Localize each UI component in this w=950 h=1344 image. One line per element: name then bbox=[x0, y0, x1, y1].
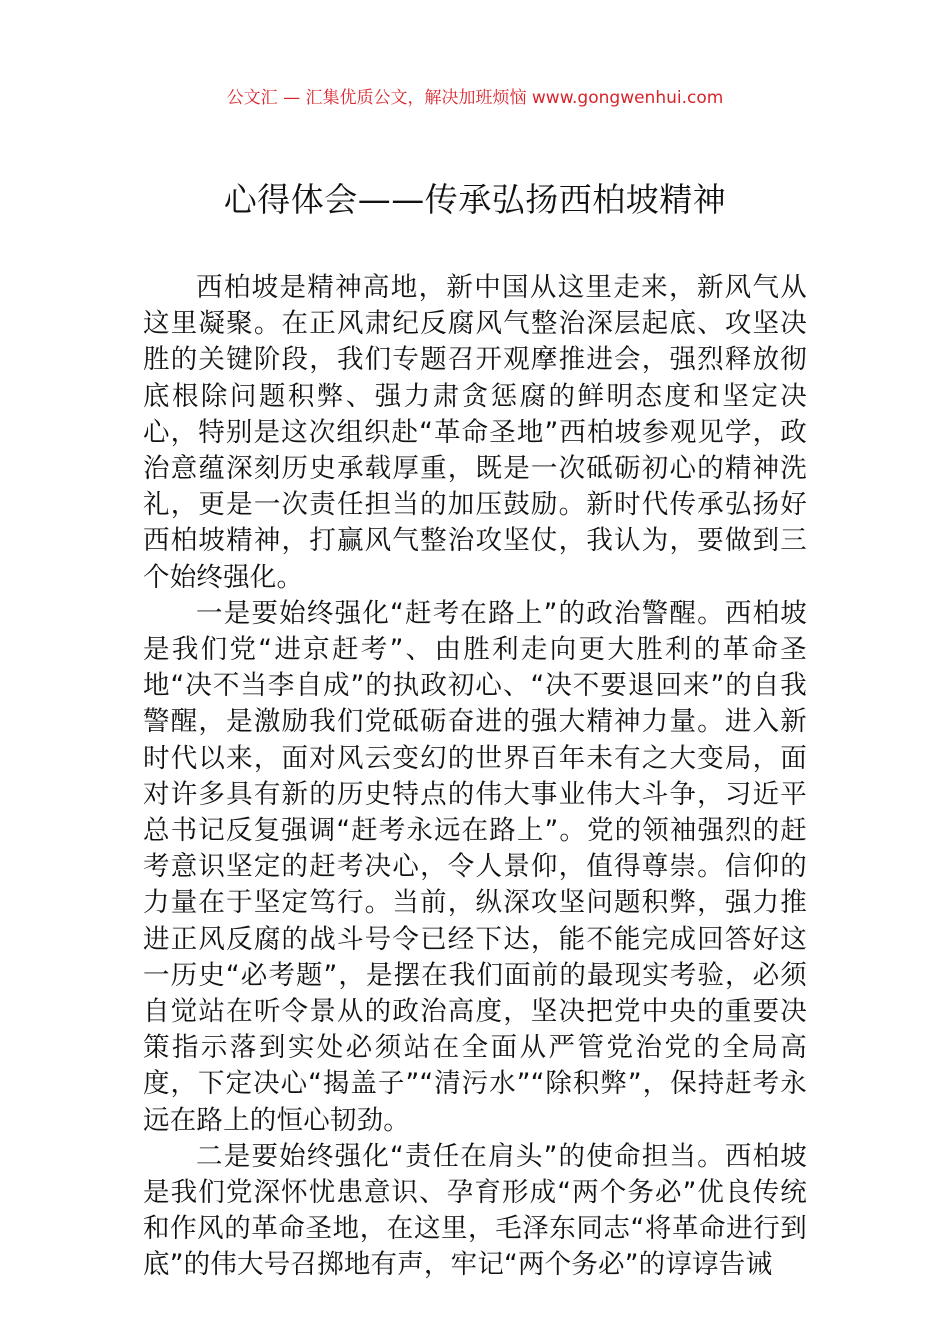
header-banner-link[interactable]: 公文汇 — 汇集优质公文，解决加班烦恼 www.gongwenhui.com bbox=[226, 88, 724, 108]
paragraph-point-two: 二是要始终强化“责任在肩头”的使命担当。西柏坡是我们党深怀忧患意识、孕育形成“两个务必”优良传统和作风的革命圣地，在这里，毛泽东同志“将革命进行到底”的伟大号召掷地有声，牢记“两个务必”的谆谆告诫 bbox=[143, 1140, 807, 1281]
paragraph-point-one: 一是要始终强化“赶考在路上”的政治警醒。西柏坡是我们党“进京赶考”、由胜利走向更大胜利的革命圣地“决不当李自成”的执政初心、“决不要退回来”的自我警醒，是激励我们党砥砺奋进的强大精神力量。进入新时代以来，面对风云变幻的世界百年未有之大变局，面对许多具有新的历史特点的伟大事业伟大斗争，习近平总书记反复强调“赶考永远在路上”。党的领袖强烈的赶考意识坚定的赶考决心，令人景仰，值得尊崇。信仰的力量在于坚定笃行。当前，纵深攻坚问题积弊，强力推进正风反腐的战斗号令已经下达，能不能完成回答好这一历史“必考题”，是摆在我们面前的最现实考验，必须自觉站在听令景从的政治高度，坚决把党中央的重要决策指示落到实处必须站在全面从严管党治党的全局高度，下定决心“揭盖子”“清污水”“除积弊”，保持赶考永远在路上的恒心韧劲。 bbox=[143, 597, 807, 1136]
document-title: 心得体会——传承弘扬西柏坡精神 bbox=[223, 180, 727, 219]
paragraph-intro: 西柏坡是精神高地，新中国从这里走来，新风气从这里凝聚。在正风肃纪反腐风气整治深层起底、攻坚决胜的关键阶段，我们专题召开观摩推进会，强烈释放彻底根除问题积弊、强力肃贪惩腐的鲜明态度和坚定决心，特别是这次组织赴“革命圣地”西柏坡参观见学，政治意蕴深刻历史承载厚重，既是一次砥砺初心的精神洗礼，更是一次责任担当的加压鼓励。新时代传承弘扬好西柏坡精神，打赢风气整治攻坚仗，我认为，要做到三个始终强化。 bbox=[143, 272, 807, 593]
document-body bbox=[143, 270, 807, 1284]
